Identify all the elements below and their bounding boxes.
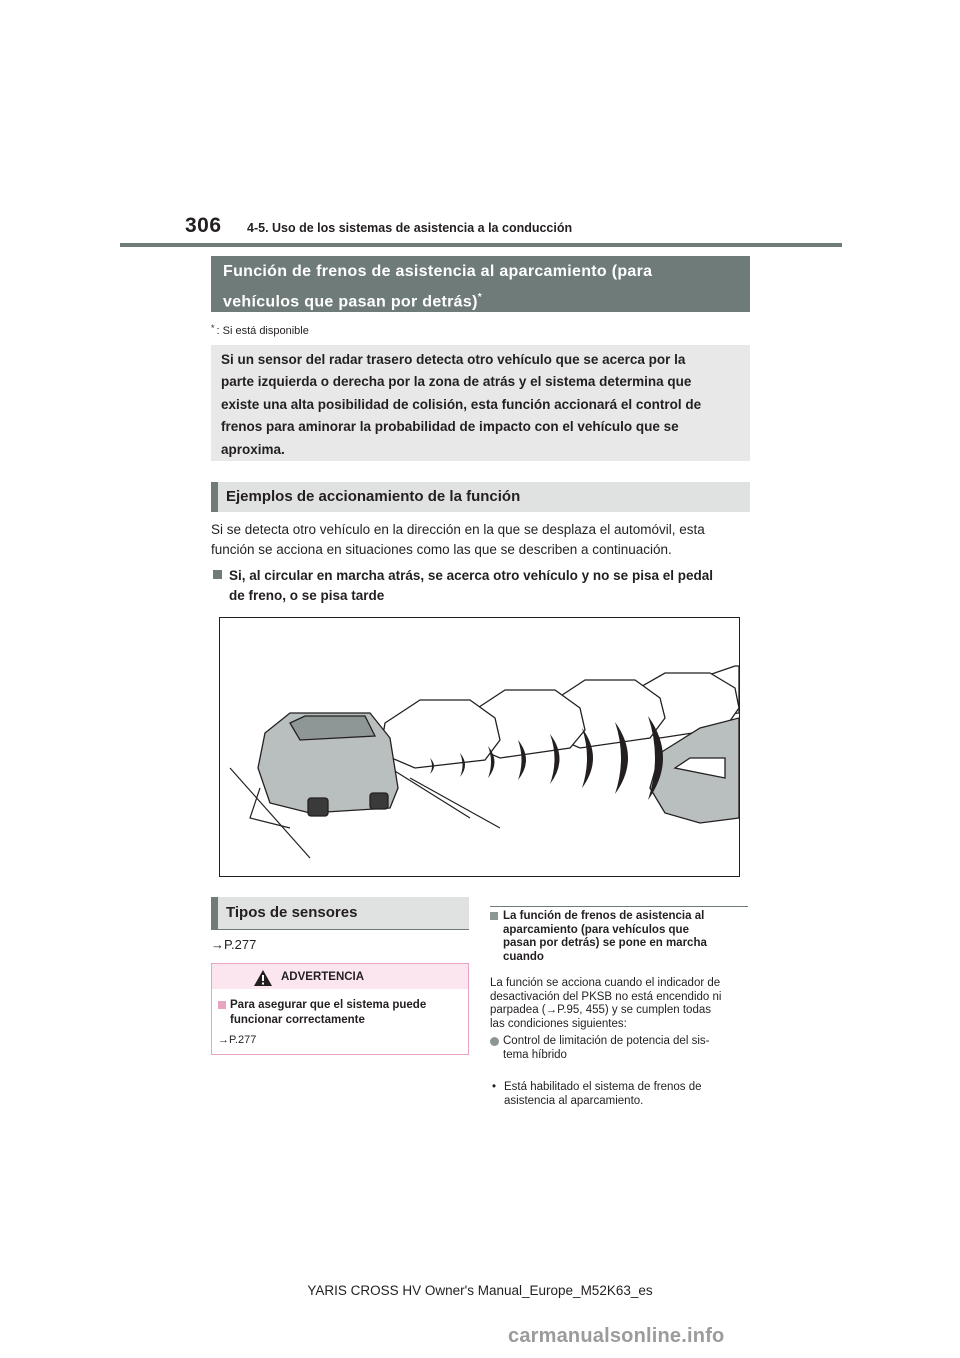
condition-subitem-line: asistencia al aparcamiento. xyxy=(504,1094,644,1107)
footnote-text: : Si está disponible xyxy=(216,325,309,337)
activation-body-line: parpadea (→P.95, 455) y se cumplen todas xyxy=(490,1004,711,1017)
footer: YARIS CROSS HV Owner's Manual_Europe_M52K63_es xyxy=(307,1283,653,1298)
condition-line: Control de limitación de potencia del sis- xyxy=(503,1035,710,1047)
section-title: 4-5. Uso de los sistemas de asistencia a la conducción xyxy=(247,221,573,235)
right-column-divider xyxy=(490,906,748,907)
footnote-star: * xyxy=(211,323,215,333)
examples-para-line: Si se detecta otro vehículo en la dirección en la que se desplaza el automóvil, esta xyxy=(211,522,705,537)
examples-paragraph xyxy=(211,520,750,559)
activation-body xyxy=(490,977,748,1031)
activation-body-line: desactivación del PKSB no está encendido ni xyxy=(490,990,722,1003)
warning-item-line: Para asegurar que el sistema puede xyxy=(230,999,427,1011)
activation-body-line: las condiciones siguientes: xyxy=(490,1017,627,1030)
intro-line: aproxima. xyxy=(221,441,285,457)
warning-item xyxy=(218,998,460,1028)
condition-subitem xyxy=(490,1081,748,1108)
examples-bullet-line: Si, al circular en marcha atrás, se acerca otro vehículo y no se pisa el pedal xyxy=(229,568,713,583)
main-heading-line2: vehículos que pasan por detrás) xyxy=(223,293,478,311)
sensors-page-ref[interactable]: →P.277 xyxy=(211,937,257,952)
activation-heading-line: pasan por detrás) se pone en marcha xyxy=(503,937,707,949)
warning-header xyxy=(212,964,468,989)
footnote xyxy=(211,325,309,337)
examples-bullet-line: de freno, o se pisa tarde xyxy=(229,587,385,603)
intro-line: parte izquierda o derecha por la zona de atrás y el sistema determina que xyxy=(221,374,692,390)
intro-line: Si un sensor del radar trasero detecta otro vehículo que se acerca por la xyxy=(221,352,686,367)
warning-icon xyxy=(253,969,273,987)
parking-illustration xyxy=(219,617,740,877)
intro-line: frenos para aminorar la probabilidad de impacto con el vehículo que se xyxy=(221,419,679,435)
activation-heading-line: La función de frenos de asistencia al xyxy=(503,910,705,922)
warning-page-ref[interactable]: →P.277 xyxy=(218,1034,257,1046)
main-heading-line1: Función de frenos de asistencia al aparcamiento (para xyxy=(223,263,653,280)
intro-line: existe una alta posibilidad de colisión, esta función accionará el control de xyxy=(221,396,702,412)
own-suv xyxy=(258,713,398,816)
activation-heading-line: cuando xyxy=(503,950,544,963)
sub-bullet: • xyxy=(492,1081,497,1093)
warning-box xyxy=(211,963,469,1055)
page-number: 306 xyxy=(185,214,222,237)
main-heading xyxy=(211,256,750,312)
condition-line: tema híbrido xyxy=(503,1048,567,1061)
square-bullet-icon xyxy=(213,570,222,579)
sensors-heading: Tipos de sensores xyxy=(211,897,469,929)
circle-bullet-icon xyxy=(490,1037,499,1046)
condition-item xyxy=(490,1035,748,1062)
examples-bullet xyxy=(211,566,750,605)
intro-box xyxy=(211,345,750,461)
activation-heading-line: aparcamiento (para vehículos que xyxy=(503,923,689,936)
square-bullet-icon xyxy=(218,1001,226,1009)
parking-scene-svg xyxy=(220,618,739,876)
watermark: carmanualsonline.info xyxy=(508,1325,725,1347)
examples-para-line: función se acciona en situaciones como las que se describen a continuación. xyxy=(211,541,672,557)
activation-heading xyxy=(490,910,748,964)
main-heading-asterisk: * xyxy=(477,292,482,303)
square-bullet-icon xyxy=(490,912,498,920)
warning-item-line: funcionar correctamente xyxy=(230,1014,365,1026)
examples-heading: Ejemplos de accionamiento de la función xyxy=(211,482,750,512)
condition-subitem-line: Está habilitado el sistema de frenos de xyxy=(504,1081,702,1093)
warning-label: ADVERTENCIA xyxy=(281,971,365,983)
activation-body-line: La función se acciona cuando el indicador de xyxy=(490,977,721,989)
sensors-divider xyxy=(211,929,469,930)
header-divider xyxy=(120,243,842,247)
